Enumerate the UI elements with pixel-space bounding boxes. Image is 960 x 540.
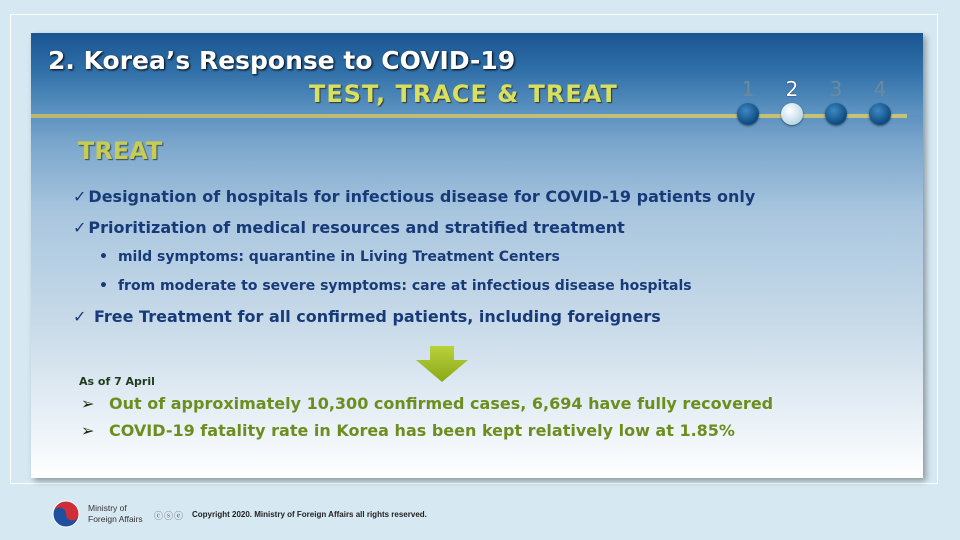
chevron-right-icon: ➢	[81, 394, 95, 413]
down-arrow-icon	[416, 346, 468, 382]
step-number: 3	[829, 77, 843, 101]
step-dot-icon	[869, 103, 891, 125]
ministry-line: Ministry of	[88, 503, 127, 513]
chevron-right-icon: ➢	[81, 421, 95, 440]
result-text: Out of approximately 10,300 confirmed cases, 6,694 have fully recovered	[109, 394, 774, 413]
result-text: COVID-19 fatality rate in Korea has been kept relatively low at 1.85%	[109, 421, 735, 440]
slide-title: 2. Korea’s Response to COVID-19	[48, 46, 516, 75]
ministry-line: Foreign Affairs	[88, 514, 143, 524]
step-3	[821, 77, 851, 127]
bullet-item	[73, 218, 625, 237]
slide-subtitle: TEST, TRACE & TREAT	[309, 80, 618, 108]
step-dot-icon	[737, 103, 759, 125]
checkmark-icon: ✓	[73, 307, 87, 326]
result-line	[81, 421, 735, 440]
bullet-dot-icon: •	[99, 249, 108, 265]
step-1	[733, 77, 763, 127]
step-number-active: 2	[785, 77, 799, 101]
step-4	[865, 77, 895, 127]
sub-bullet-text: from moderate to severe symptoms: care at infectious disease hospitals	[117, 278, 692, 294]
section-heading: TREAT	[78, 137, 163, 165]
sub-bullet-text: mild symptoms: quarantine in Living Treatment Centers	[117, 249, 560, 265]
sub-bullet-item	[99, 249, 560, 265]
bullet-text: Designation of hospitals for infectious disease for COVID-19 patients only	[88, 187, 756, 206]
step-2	[777, 77, 807, 127]
bullet-text: Free Treatment for all confirmed patients, including foreigners	[88, 307, 661, 326]
slide	[31, 33, 923, 478]
copyright-text: Copyright 2020. Ministry of Foreign Affairs all rights reserved.	[192, 510, 427, 519]
creative-commons-icon: ⓒⓢⓔ	[154, 511, 185, 521]
bullet-dot-icon: •	[99, 278, 108, 294]
footer	[52, 500, 552, 530]
bullet-item	[73, 307, 661, 326]
step-number: 4	[873, 77, 887, 101]
step-number: 1	[741, 77, 755, 101]
as-of-date: As of 7 April	[79, 375, 155, 388]
bullet-text: Prioritization of medical resources and stratified treatment	[88, 218, 625, 237]
step-dot-icon	[825, 103, 847, 125]
checkmark-icon: ✓	[73, 218, 87, 237]
step-indicator	[733, 77, 905, 129]
sub-bullet-item	[99, 278, 692, 294]
step-dot-active-icon	[781, 103, 803, 125]
result-line	[81, 394, 773, 413]
taegeuk-logo-icon	[52, 500, 80, 528]
checkmark-icon: ✓	[73, 187, 87, 206]
ministry-name	[88, 503, 143, 525]
bullet-item	[73, 187, 755, 206]
